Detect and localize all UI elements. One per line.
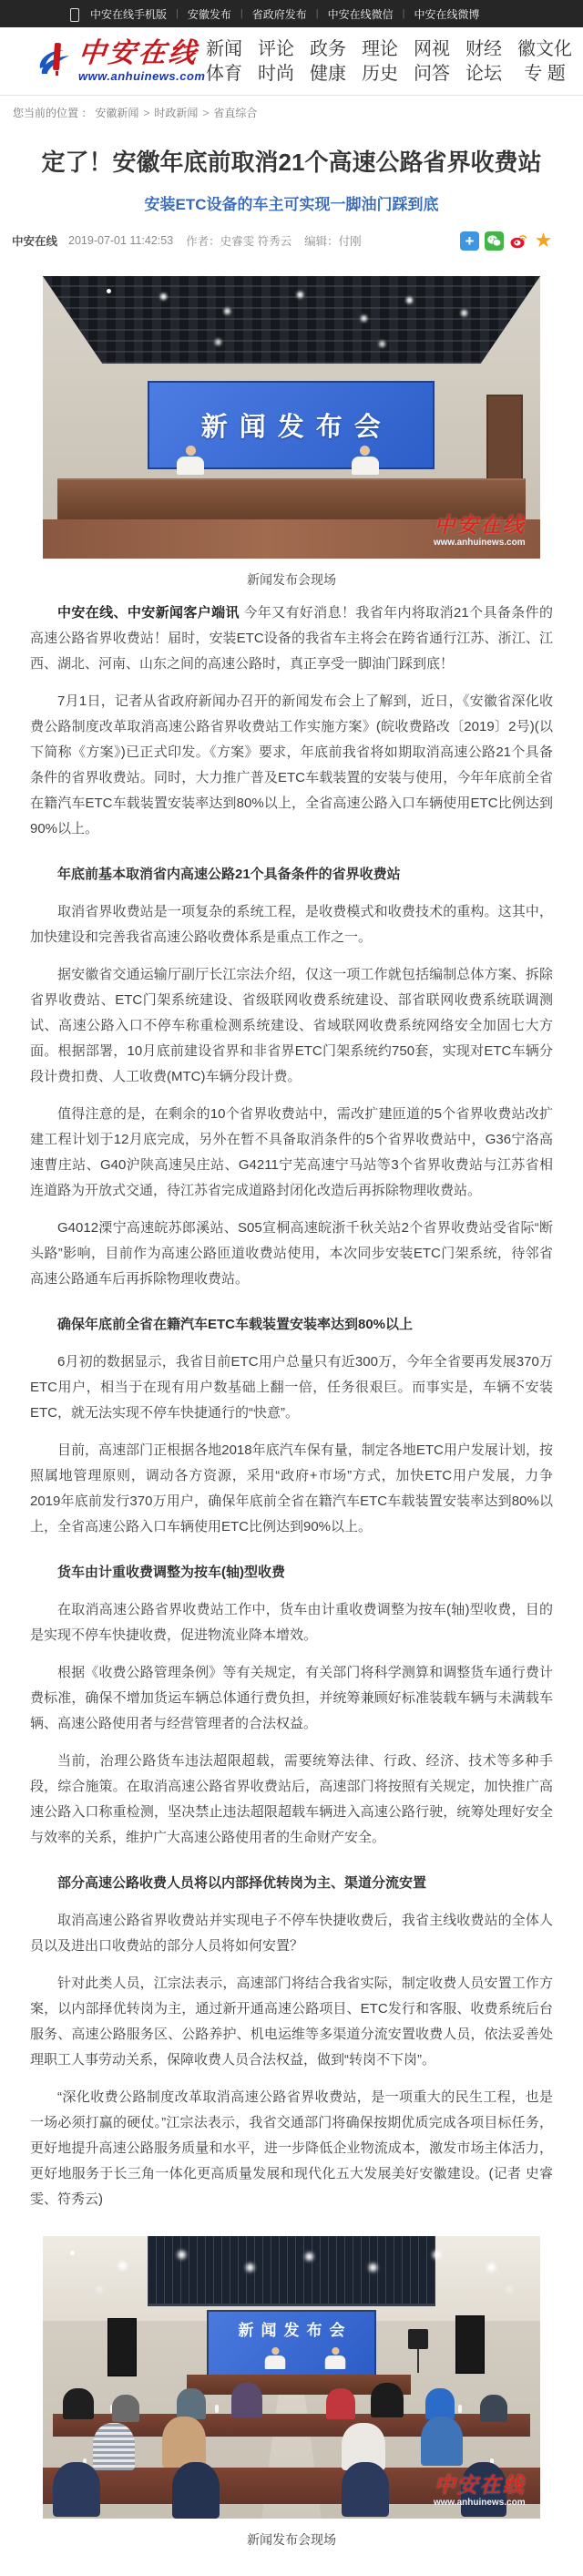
nav-item-bottom-5[interactable]: 问答 xyxy=(414,63,450,84)
paragraph: G4012溧宁高速皖苏郎溪站、S05宣桐高速皖浙千秋关站2个省界收费站受省际“断头路”影响，目前作为高速公路匝道收费站使用，本次同步安装ETC门架系统，待邻省高速公路通车后再拆除物理收费站。 xyxy=(30,1220,553,1287)
nav-item-top-3[interactable]: 政务 xyxy=(310,38,346,59)
paragraph: 目前，高速部门正根据各地2018年底汽车保有量，制定各地ETC用户发展计划，按照属地管理原则，调动各方资源，采用“政府+市场”方式，加快ETC用户发展，力争2019年底前发行370万用户，确保年底前全省在籍汽车ETC车载装置安装率达到80%以上，全省高速公路入口车辆使用ETC比例达到90%以上。 xyxy=(30,1442,553,1534)
site-logo[interactable] xyxy=(36,39,205,84)
logo-url: www.anhuinews.com xyxy=(78,69,206,83)
logo-text: 中安在线 xyxy=(77,38,200,68)
topbar xyxy=(0,0,583,27)
topbar-links xyxy=(70,6,489,22)
breadcrumb-link-2[interactable]: 时政新闻 xyxy=(154,107,199,119)
nav-column-7 xyxy=(517,40,572,83)
paragraph: 取消省界收费站是一项复杂的系统工程，是收费模式和收费技术的重构。这其中，加快建设和完善我省高速公路收费体系是重点工作之一。 xyxy=(30,904,553,945)
meta-author: 作者：史睿雯 符秀云 xyxy=(186,235,292,248)
breadcrumb-links xyxy=(92,107,260,119)
nav-item-bottom-4[interactable]: 历史 xyxy=(362,63,398,84)
article-subtitle: 安装ETC设备的车主可实现一脚油门踩到底 xyxy=(144,196,439,213)
photo2-caption: 新闻发布会现场 xyxy=(247,2532,336,2547)
photo2-presenter-right xyxy=(325,2347,346,2369)
photo2-watermark xyxy=(434,2475,526,2508)
nav-item-bottom-3[interactable]: 健康 xyxy=(310,63,346,84)
share-box xyxy=(460,231,553,251)
logo-swoosh-icon xyxy=(36,39,75,84)
meta-datetime: 2019-07-01 11:42:53 xyxy=(68,234,174,247)
paragraph: 根据《收费公路管理条例》等有关规定，有关部门将科学测算和调整货车通行费计费标准，确保不增加货运车辆总体通行费负担，并统筹兼顾好标准装载车辆与未满载车辆、高速公路使用者与经营管理者的合法权益。 xyxy=(30,1665,553,1731)
weibo-share-icon[interactable] xyxy=(509,231,528,251)
nav-item-bottom-1[interactable]: 体育 xyxy=(206,63,242,84)
paragraph: 取消高速公路省界收费站并实现电子不停车快捷收费后，我省主线收费站的全体人员以及进出口收费站的部分人员将如何安置？ xyxy=(30,1913,553,1954)
nav-item-bottom-2[interactable]: 时尚 xyxy=(258,63,294,84)
meta-source: 中安在线 xyxy=(12,235,58,248)
nav-item-top-1[interactable]: 新闻 xyxy=(206,38,242,59)
article-meta xyxy=(0,229,583,252)
photo2-ceiling-recess xyxy=(148,2236,436,2306)
paragraph: 针对此类人员，江宗法表示，高速部门将结合我省实际，制定收费人员安置工作方案，以内部择优转岗为主，通过新开通高速公路项目、ETC发行和客服、收费系统后台服务、高速公路服务区、公路养护、机电运维等多渠道分流安置收费人员，依法妥善处理职工人事劳动关系，保障收费人员合法权益，做到“转岗不下岗”。 xyxy=(30,1976,553,2068)
nav-column-5 xyxy=(414,40,450,83)
meta-editor: 编辑：付刚 xyxy=(304,235,362,248)
breadcrumb-separator: > xyxy=(202,107,210,119)
paragraph: 据安徽省交通运输厅副厅长江宗法介绍，仅这一项工作就包括编制总体方案、拆除省界收费站、ETC门架系统建设、省级联网收费系统建设、部省联网收费系统联调测试、高速公路入口不停车称重检测系统建设、省域联网收费系统网络安全加固七大方面。根据部署，10月底前建设省界和非省界ETC门架系统约750套，实现对ETC车辆分段计费扣费、人工收费(MTC)车辆分段计费。 xyxy=(30,967,553,1084)
nav-item-top-7[interactable]: 徽文化 xyxy=(517,38,572,59)
topbar-separator: | xyxy=(176,8,179,19)
nav-column-3 xyxy=(310,40,346,83)
lead-source-label: 中安在线、中安新闻客户端讯 xyxy=(57,605,240,621)
photo1-door xyxy=(486,395,522,491)
paragraph: “深化收费公路制度改革取消高速公路省界收费站，是一项重大的民生工程，也是一场必须打赢的硬仗。”江宗法表示，我省交通部门将确保按期优质完成各项目标任务，更好地提升高速公路服务质量和水平，进一步降低企业物流成本，激发市场主体活力，更好地服务于长三角一体化更高质量发展和现代化五大发展美好安徽建设。(记者 史睿雯、符秀云) xyxy=(30,2089,553,2207)
watermark-url-text: www.anhuinews.com xyxy=(433,2497,526,2508)
paragraph: 当前，治理公路货车违法超限超载，需要统筹法律、行政、经济、技术等多种手段，综合施策。在取消高速公路省界收费站后，高速部门将按照有关规定，加快推广高速公路入口称重检测，坚决禁止违法超限超载车辆进入高速公路行驶，统筹处理好安全与效率的关系，维护广大高速公路使用者的生命财产安全。 xyxy=(30,1753,553,1845)
paragraph: 7月1日，记者从省政府新闻办召开的新闻发布会上了解到，近日，《安徽省深化收费公路制度改革取消高速公路省界收费站工作实施方案》(皖收费路改〔2019〕2号)(以下简称《方案》)已正式印发。《方案》要求，年底前我省将如期取消高速公路21个具备条件的省界收费站。同时，大力推广普及ETC车载装置的安装与使用，今年年底前全省在籍汽车ETC车载装置安装率达到80%以上，全省高速公路入口车辆使用ETC比例达到90%以上。 xyxy=(30,693,553,836)
nav-column-1 xyxy=(206,40,242,83)
photo1-ceiling-lights xyxy=(107,289,111,293)
photo1-ceiling xyxy=(43,276,540,364)
photo2-camera xyxy=(408,2329,428,2349)
paragraph: 中安在线、中安新闻客户端讯 今年又有好消息！我省年内将取消21个具备条件的高速公路省界收费站！届时，安装ETC设备的我省车主将会在跨省通行江苏、浙江、江西、湖北、河南、山东之间的高速公路时，真正享受一脚油门踩到底！ xyxy=(30,605,553,672)
photo2-speaker-box-left xyxy=(107,2318,137,2376)
topbar-separator: | xyxy=(315,8,319,19)
paragraph: 6月初的数据显示，我省目前ETC用户总量只有近300万，今年全省要再发展370万ETC用户，相当于在现有用户数基础上翻一倍，任务很艰巨。而事实是，车辆不安装ETC，就无法实现不停车快捷通行的“快意”。 xyxy=(30,1354,553,1421)
photo2-screen: 新闻发布会 xyxy=(207,2310,376,2381)
topbar-separator: | xyxy=(402,8,405,19)
section-heading: 货车由计重收费调整为按车(轴)型收费 xyxy=(57,1565,285,1580)
photo1-caption: 新闻发布会现场 xyxy=(247,572,336,587)
breadcrumb-prefix: 您当前的位置 ： xyxy=(13,107,93,119)
photo1-screen: 新闻发布会 xyxy=(148,381,435,469)
topbar-link-3[interactable]: 省政府发布 xyxy=(251,7,307,21)
paragraph: 在取消高速公路省界收费站工作中，货车由计重收费调整为按车(轴)型收费，目的是实现不停车快捷收费，促进物流业降本增效。 xyxy=(30,1602,553,1643)
section-heading: 年底前基本取消省内高速公路21个具备条件的省界收费站 xyxy=(57,867,401,882)
nav-column-4 xyxy=(362,40,398,83)
photo2-presenter-left xyxy=(265,2347,286,2369)
watermark-logo-text: 中安在线 xyxy=(434,513,526,537)
nav-column-6 xyxy=(465,40,502,83)
nav-item-top-4[interactable]: 理论 xyxy=(362,38,398,59)
topbar-link-2[interactable]: 安徽发布 xyxy=(187,7,231,21)
wechat-share-icon[interactable] xyxy=(485,231,504,251)
photo1-speaker-left xyxy=(177,446,204,475)
photo2-speaker-box-right xyxy=(455,2315,485,2374)
photo2-ceiling-lights xyxy=(70,2251,75,2255)
section-heading: 部分高速公路收费人员将以内部择优转岗为主、渠道分流安置 xyxy=(57,1875,427,1891)
nav-item-top-5[interactable]: 网视 xyxy=(414,38,450,59)
watermark-logo-text: 中安在线 xyxy=(434,2473,526,2497)
topbar-separator: | xyxy=(240,8,243,19)
paragraph: 值得注意的是，在剩余的10个省界收费站中，需改扩建匝道的5个省界收费站改扩建工程计划于12月底完成，另外在暂不具备取消条件的5个省界收费站中，G36宁洛高速曹庄站、G40沪陕高速吴庄站、G4211宁芜高速宁马站等3个省界收费站与江苏省相连道路为开放式交通，待江苏省完成道路封闭化改造后再拆除物理收费站。 xyxy=(30,1106,553,1198)
breadcrumb-link-1[interactable]: 安徽新闻 xyxy=(95,107,139,119)
topbar-link-1[interactable]: 中安在线手机版 xyxy=(90,7,168,21)
page-title: 定了！安徽年底前取消21个高速公路省界收费站 xyxy=(41,149,542,176)
breadcrumb-separator: > xyxy=(143,107,150,119)
nav-item-bottom-7[interactable]: 专 题 xyxy=(524,63,566,84)
topbar-link-5[interactable]: 中安在线微博 xyxy=(414,7,480,21)
photo1-speaker-right xyxy=(352,446,379,475)
site-header xyxy=(0,27,583,96)
article-body xyxy=(0,600,583,2212)
breadcrumb xyxy=(0,96,583,128)
share-more-icon[interactable]: + xyxy=(460,231,479,251)
main-nav xyxy=(206,40,576,83)
photo1-watermark xyxy=(434,515,526,548)
watermark-url-text: www.anhuinews.com xyxy=(433,537,526,548)
nav-column-2 xyxy=(258,40,294,83)
topbar-link-4[interactable]: 中安在线微信 xyxy=(327,7,394,21)
qzone-share-icon[interactable]: ★ xyxy=(534,229,553,251)
breadcrumb-link-3[interactable]: 省直综合 xyxy=(213,107,258,119)
nav-item-top-2[interactable]: 评论 xyxy=(258,38,294,59)
press-conference-photo-2 xyxy=(43,2236,540,2519)
nav-item-bottom-6[interactable]: 论坛 xyxy=(465,63,502,84)
section-heading: 确保年底前全省在籍汽车ETC车载装置安装率达到80%以上 xyxy=(57,1317,414,1332)
press-conference-photo-1 xyxy=(43,276,540,559)
nav-item-top-6[interactable]: 财经 xyxy=(465,38,502,59)
mobile-phone-icon xyxy=(70,8,79,22)
